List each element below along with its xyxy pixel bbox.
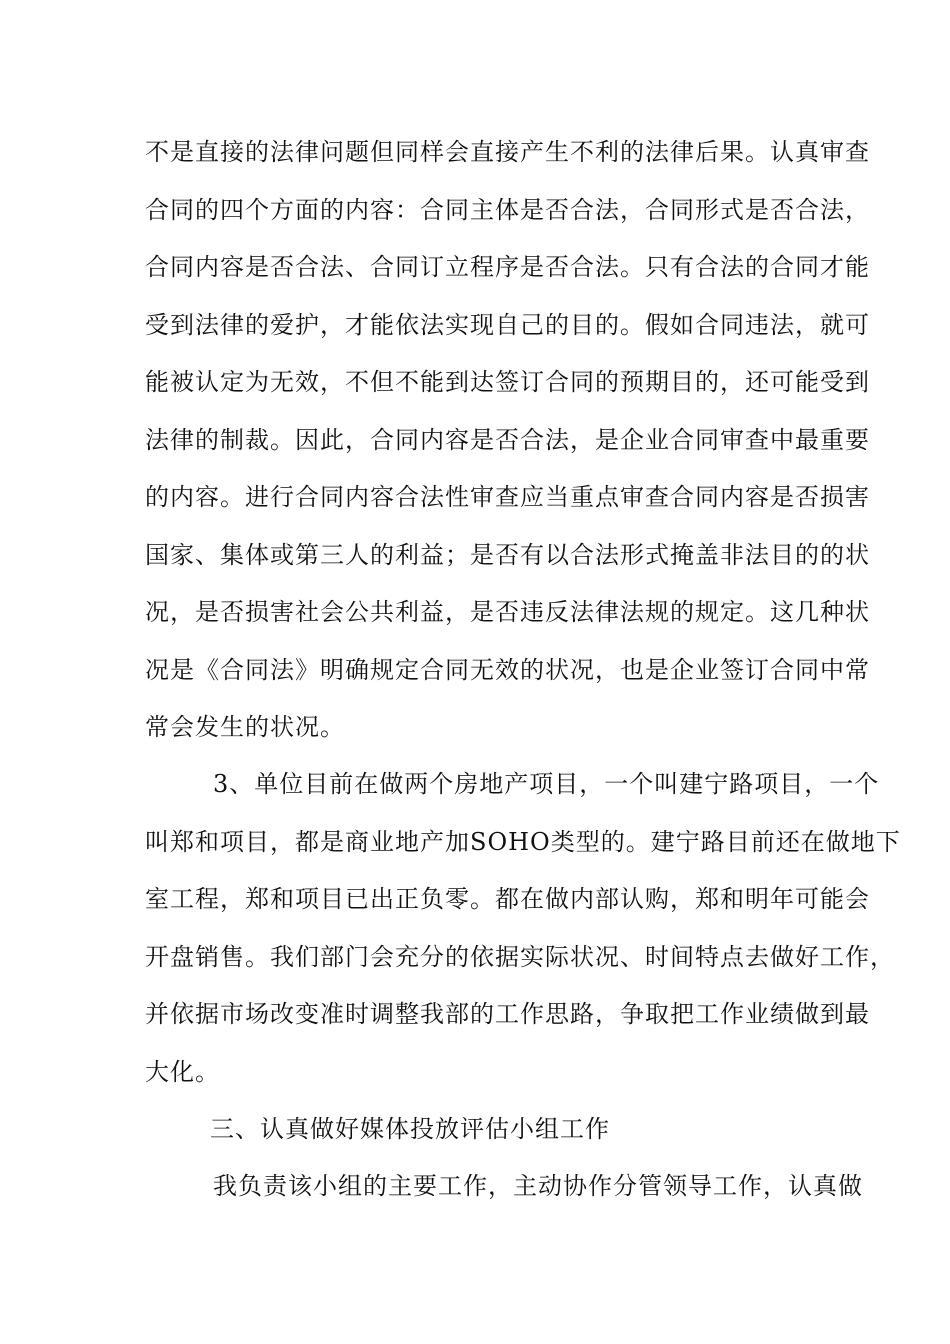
text-line: 况，是否损害社会公共利益，是否违反法律法规的规定。这几种状: [145, 598, 870, 626]
text-line: 的内容。进行合同内容合法性审查应当重点审查合同内容是否损害: [145, 483, 870, 511]
paragraph-first-line: 我负责该小组的主要工作，主动协作分管领导工作，认真做: [213, 1172, 863, 1200]
paragraph-first-line: 3、单位目前在做两个房地产项目，一个叫建宁路项目，一个: [213, 770, 880, 798]
section-heading: 三、认真做好媒体投放评估小组工作: [210, 1115, 610, 1143]
text-line: 法律的制裁。因此，合同内容是否合法，是企业合同审查中最重要: [145, 426, 870, 454]
text-line: 常会发生的状况。: [145, 713, 345, 741]
text-line: 能被认定为无效，不但不能到达签订合同的预期目的，还可能受到: [145, 368, 870, 396]
text-line: 不是直接的法律问题但同样会直接产生不利的法律后果。认真审查: [145, 138, 870, 166]
text-line: 并依据市场改变准时调整我部的工作思路，争取把工作业绩做到最: [145, 1000, 870, 1028]
text-line: 国家、集体或第三人的利益；是否有以合法形式掩盖非法目的的状: [145, 541, 870, 569]
text-line: 室工程，郑和项目已出正负零。都在做内部认购，郑和明年可能会: [145, 885, 870, 913]
text-line: 开盘销售。我们部门会充分的依据实际状况、时间特点去做好工作，: [145, 943, 895, 971]
text-line: 大化。: [145, 1058, 220, 1086]
text-line: 受到法律的爱护，才能依法实现自己的目的。假如合同违法，就可: [145, 311, 870, 339]
text-line: 合同内容是否合法、合同订立程序是否合法。只有合法的合同才能: [145, 253, 870, 281]
text-line: 合同的四个方面的内容：合同主体是否合法，合同形式是否合法，: [145, 196, 870, 224]
text-line: 况是《合同法》明确规定合同无效的状况，也是企业签订合同中常: [145, 656, 870, 684]
text-line: 叫郑和项目，都是商业地产加SOHO类型的。建宁路目前还在做地下: [145, 828, 901, 856]
